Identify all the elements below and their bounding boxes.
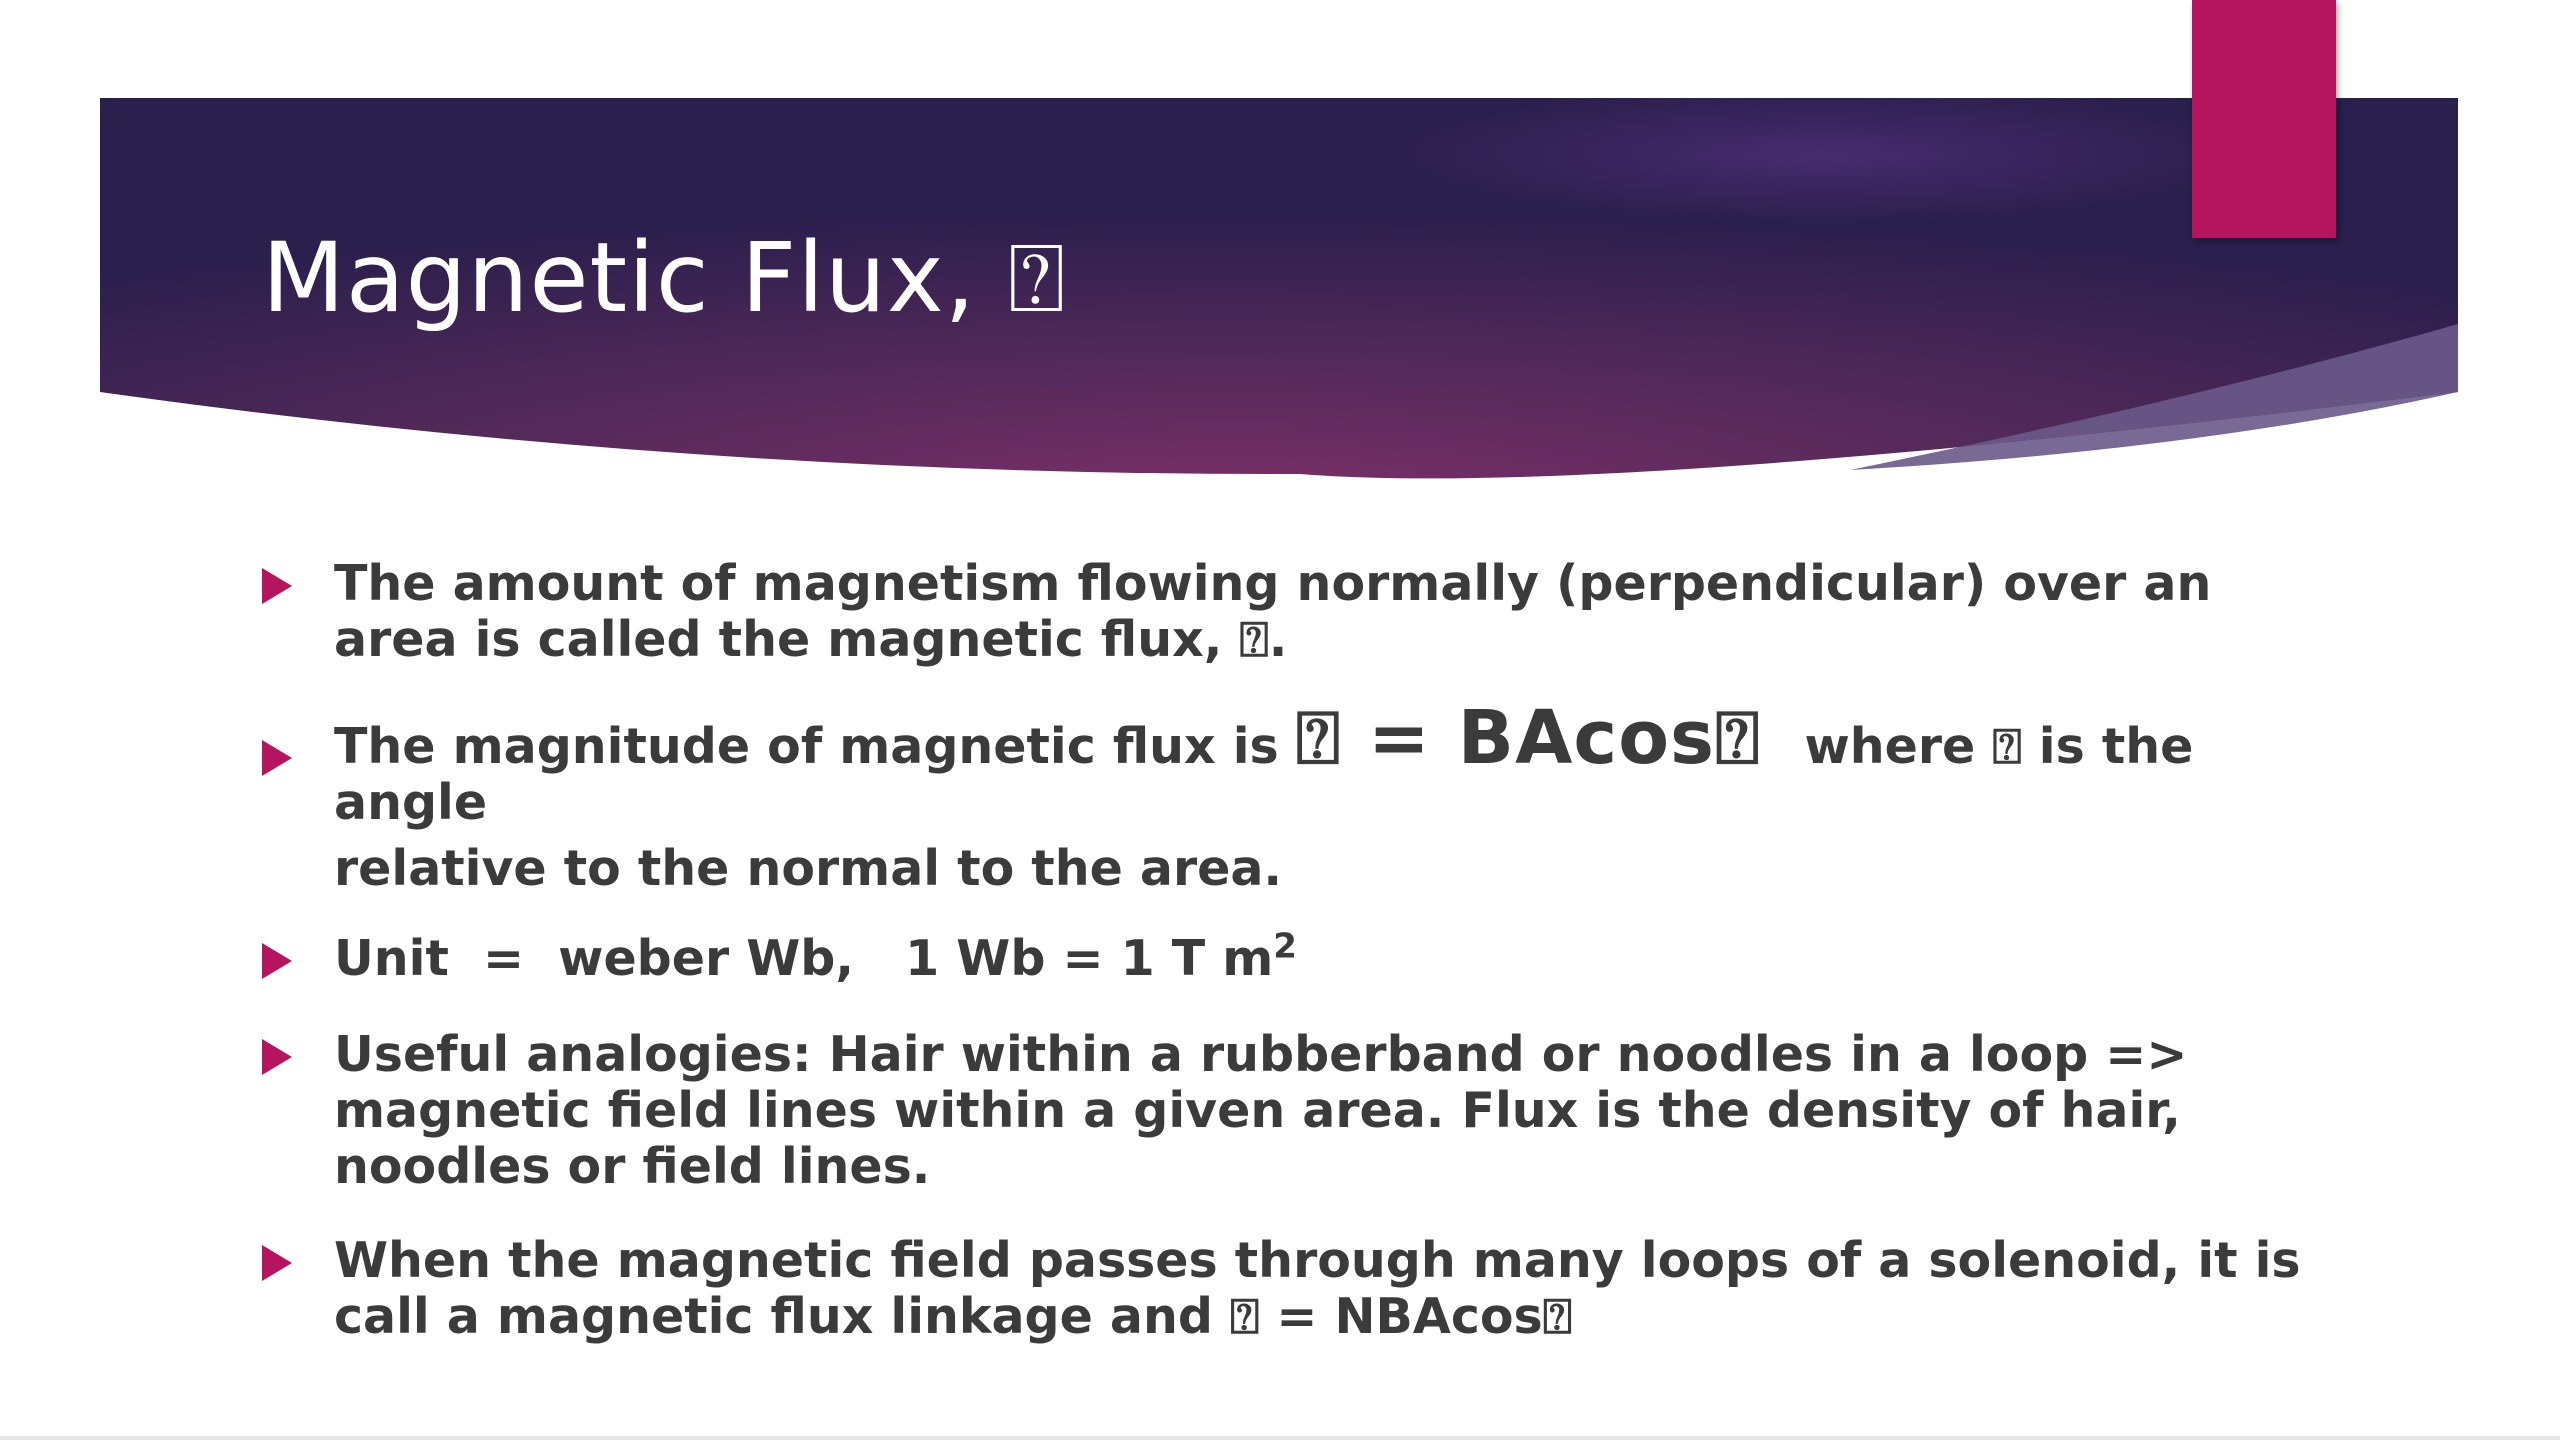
bullet-text: The magnitude of magnetic flux is — [334, 718, 1296, 775]
bullet-text-line2: relative to the normal to the area. — [334, 840, 1283, 897]
superscript-exponent: 2 — [1273, 926, 1297, 967]
bullet-text-suffix: where ⍰ is the angle — [334, 718, 2194, 831]
accent-tab — [2192, 0, 2336, 238]
bullet-item-analogies — [262, 1027, 2342, 1195]
bullet-item-unit — [262, 926, 2342, 987]
flux-formula: ⍰ = BAcos⍰ — [1295, 695, 1761, 781]
triangle-bullet-icon — [262, 740, 292, 776]
bullet-text: When the magnetic field passes through many loops of a solenoid, it is call a magnetic flux linkage and ⍰ = NBAcos⍰ — [334, 1232, 2301, 1345]
slide-title: Magnetic Flux, ⍰ — [262, 222, 1067, 334]
triangle-bullet-icon — [262, 943, 292, 979]
slide-bottom-edge — [0, 1436, 2560, 1440]
bullet-text: Unit = weber Wb, 1 Wb = 1 T m — [334, 930, 1274, 987]
bullet-text: The amount of magnetism flowing normally (perpendicular) over an area is called the magnetic flux, ⍰. — [334, 555, 2212, 668]
triangle-bullet-icon — [262, 1039, 292, 1075]
bullet-item-flux-definition — [262, 556, 2342, 668]
bullet-list — [262, 556, 2342, 1345]
bullet-text: Useful analogies: Hair within a rubberband or noodles in a loop => magnetic field lines within a given area. Flux is the density of hair, noodles or field lines. — [334, 1026, 2188, 1195]
triangle-bullet-icon — [262, 1245, 292, 1281]
triangle-bullet-icon — [262, 568, 292, 604]
bullet-item-flux-linkage — [262, 1233, 2342, 1345]
bullet-item-flux-magnitude — [262, 695, 2342, 897]
